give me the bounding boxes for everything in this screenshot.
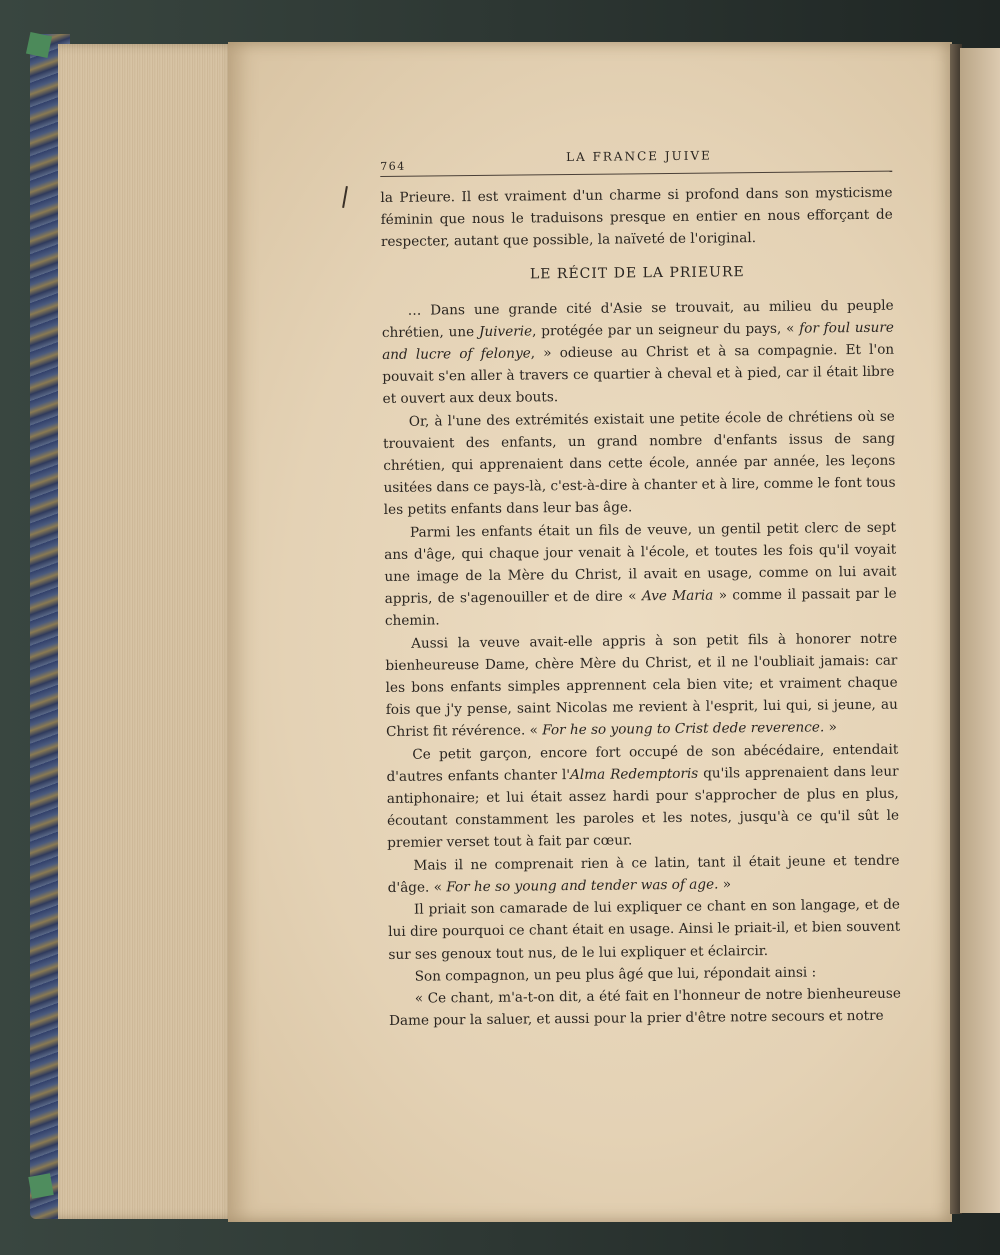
cover-corner-bottom (28, 1173, 53, 1198)
paragraph-7: Il priait son camarade de lui expliquer ce chant en son langage, et de lui dire pourquoi ce chant était en usage. Ainsi le priait-il, et bien souvent sur ses genoux tout nus, de le lui expliquer et éclaircir. (388, 896, 901, 963)
section-heading: LE RÉCIT DE LA PRIEURE (529, 263, 745, 283)
running-title: LA FRANCE JUIVE (566, 148, 712, 165)
paragraph-6: Mais il ne comprenait rien à ce latin, tant il était jeune et tendre d'âge. « For he so young and tender was of age. » (387, 852, 900, 896)
paragraph-4: Aussi la veuve avait-elle appris à son petit fils à honorer notre bienheureuse Dame, chère Mère du Christ, et il ne l'oubliait jamais: car les bons enfants simples apprennent cela bien vite; et vraiment chaque fois que j'y pense, saint Nicolas me revient à l'esprit, lui qui, si jeune, au Christ fit révérence. « For he so young to Crist dede reverence. » (385, 630, 898, 741)
intro-paragraph: la Prieure. Il est vraiment d'un charme si profond dans son mysticisme féminin que nous le traduisons presque en entier en nous efforçant de respecter, autant que possible, la naïveté de l'original. (380, 184, 893, 251)
page-text (380, 145, 901, 1033)
paragraph-9: « Ce chant, m'a-t-on dit, a été fait en l'honneur de notre bienheureuse Dame pour la saluer, et aussi pour la prier d'être notre secours et notre (389, 985, 901, 1030)
page-stack-edge (58, 44, 238, 1219)
paragraph-1: … Dans une grande cité d'Asie se trouvait, au milieu du peuple chrétien, une Juiverie, protégée par un seigneur du pays, « for foul usure and lucre of felonye, » odieuse au Christ et à sa compagnie. Et l'on pouvait s'en aller à travers ce quartier à cheval et à pied, car il était libre et ouvert aux deux bouts. (381, 297, 895, 408)
paragraph-8: Son compagnon, un peu plus âgé que lui, répondait ainsi : (414, 964, 817, 985)
paragraph-3: Parmi les enfants était un fils de veuve, un gentil petit clerc de sept ans d'âge, qui chaque jour venait à l'école, et toutes les fois qu'il voyait une image de la Mère du Christ, il avait en usage, comme on lui avait appris, de s'agenouiller et de dire « Ave Maria » comme il passait par le chemin. (384, 519, 897, 630)
paragraph-5: Ce petit garçon, encore fort occupé de son abécédaire, entendait d'autres enfants chanter l'Alma Redemptoris qu'ils apprenaient dans leur antiphonaire; et lui était assez hardi pour s'approcher de plus en plus, écoutant constamment les paroles et les notes, jusqu'à ce qu'il sût le premier verset tout à fait par cœur. (386, 741, 900, 852)
page-header (380, 145, 892, 177)
cover-corner-top (26, 32, 52, 58)
page-number: 764 (380, 159, 406, 173)
paragraph-2: Or, à l'une des extrémités existait une petite école de chrétiens où se trouvaient des enfants, un grand nombre d'enfants issus de sang chrétien, qui apprenaient dans cette école, année par année, les leçons usitées dans ce pays-là, c'est-à-dire à chanter et à lire, comme le font tous les petits enfants dans leur bas âge. (382, 408, 896, 519)
facing-page-edge (960, 48, 1000, 1213)
